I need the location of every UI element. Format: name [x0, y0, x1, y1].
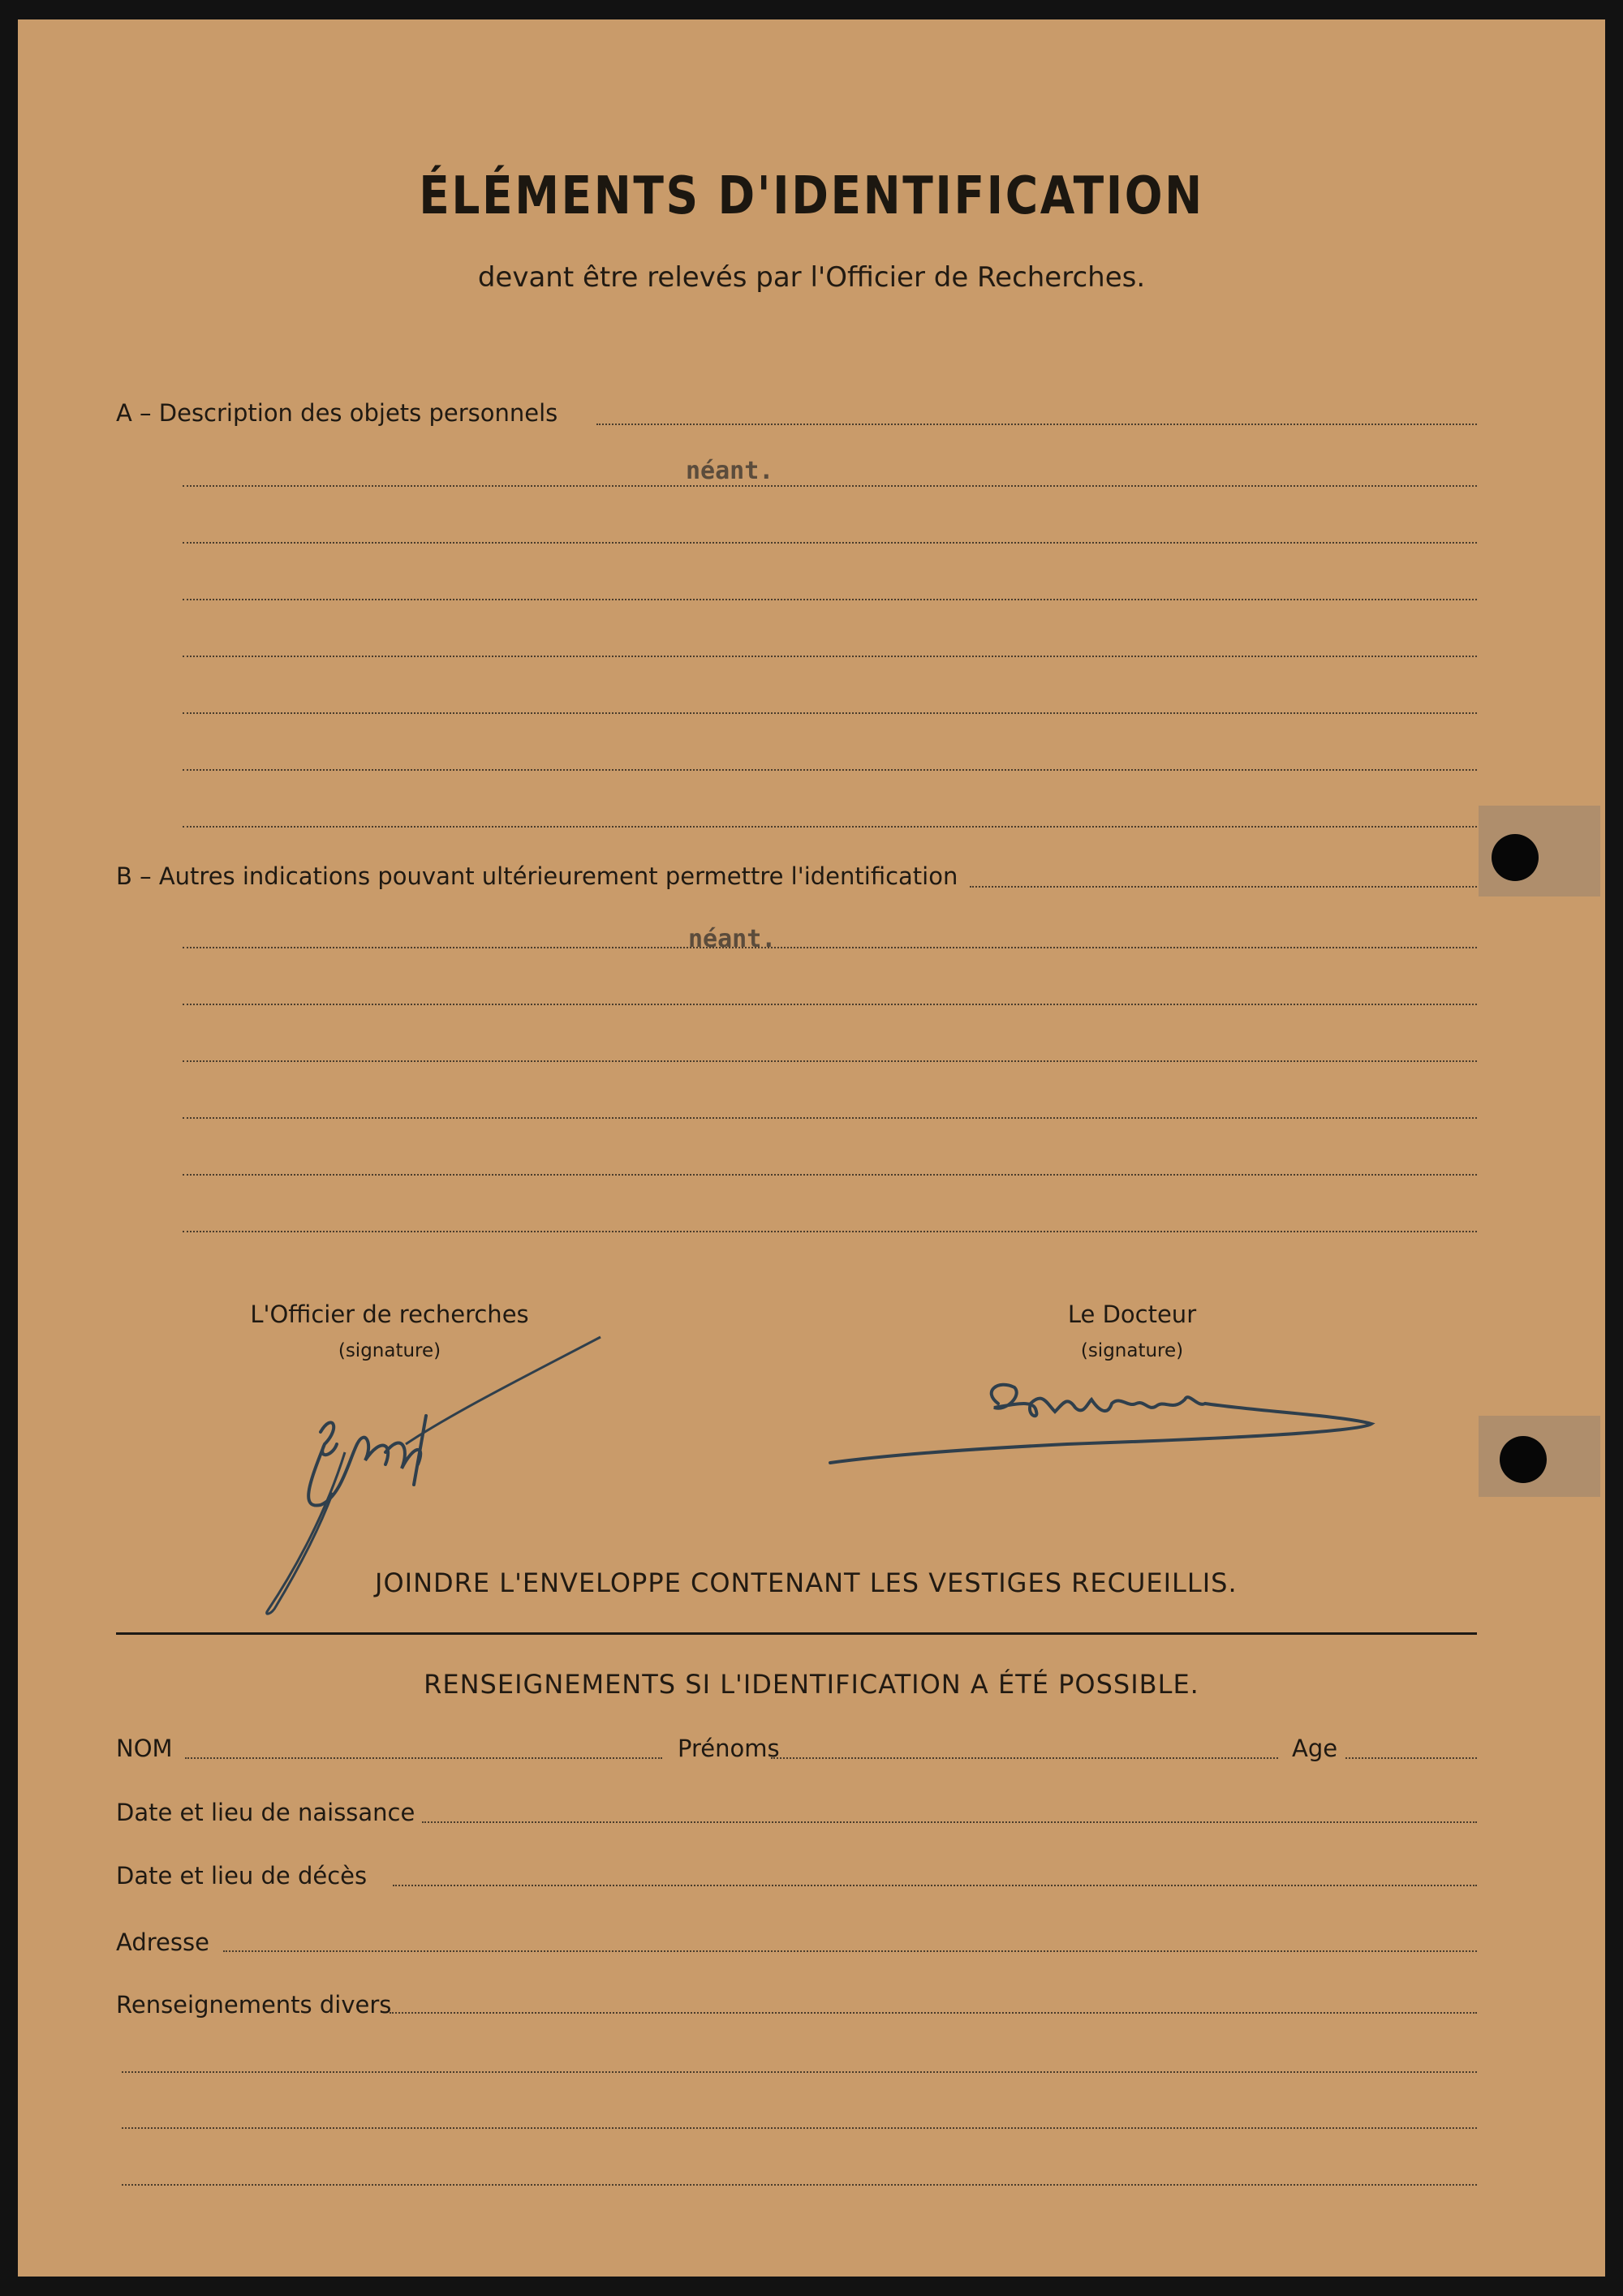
section-a-line-6: [183, 712, 1477, 714]
section-a-line-8: [183, 826, 1477, 828]
section-b-line-2: [183, 947, 1477, 948]
section-b-line-3: [183, 1004, 1477, 1005]
adresse-label: Adresse: [116, 1928, 209, 1956]
section-a-line-2: [183, 485, 1477, 487]
adresse-field[interactable]: [223, 1950, 1477, 1952]
section-b-line-5: [183, 1117, 1477, 1119]
doctor-signature-label: Le Docteur: [1067, 1301, 1197, 1328]
doctor-signature: [824, 1367, 1384, 1473]
section-a-label: A – Description des objets personnels: [116, 399, 558, 427]
divers-field-1[interactable]: [390, 2012, 1477, 2014]
section-a-line-3: [183, 542, 1477, 544]
divers-field-4[interactable]: [122, 2184, 1477, 2186]
deces-label: Date et lieu de décès: [116, 1862, 368, 1890]
enclose-note: JOINDRE L'ENVELOPPE CONTENANT LES VESTIGES RECUEILLIS.: [375, 1567, 1238, 1598]
naissance-label: Date et lieu de naissance: [116, 1799, 415, 1826]
divers-field-2[interactable]: [122, 2071, 1477, 2073]
prenoms-field[interactable]: [771, 1757, 1278, 1759]
age-field[interactable]: [1345, 1757, 1477, 1759]
section-a-line-7: [183, 769, 1477, 771]
age-label: Age: [1292, 1735, 1338, 1762]
officer-signature-label: L'Officier de recherches: [250, 1301, 529, 1328]
section-b-line-4: [183, 1060, 1477, 1062]
section-b-label: B – Autres indications pouvant ultérieurement permettre l'identification: [116, 862, 958, 890]
form-subtitle: devant être relevés par l'Officier de Recherches.: [477, 261, 1146, 294]
divers-field-3[interactable]: [122, 2127, 1477, 2129]
form-title: ÉLÉMENTS D'IDENTIFICATION: [419, 166, 1204, 226]
section-a-line-5: [183, 656, 1477, 657]
nom-field[interactable]: [185, 1757, 662, 1759]
doctor-signature-sub: (signature): [1080, 1340, 1184, 1361]
section-a-line-1: [596, 424, 1477, 425]
divers-label: Renseignements divers: [116, 1991, 392, 2019]
deces-field[interactable]: [393, 1885, 1477, 1886]
nom-label: NOM: [116, 1735, 173, 1762]
officer-signature-sub: (signature): [338, 1340, 441, 1361]
punch-hole-upper: [1492, 834, 1539, 881]
section-a-line-4: [183, 599, 1477, 600]
section-divider: [116, 1632, 1477, 1635]
section-b-line-6: [183, 1174, 1477, 1176]
section-b-line-1: [970, 886, 1477, 888]
section-b-typed-value: néant.: [688, 925, 777, 953]
prenoms-label: Prénoms: [678, 1735, 780, 1762]
naissance-field[interactable]: [422, 1821, 1477, 1823]
section-b-line-7: [183, 1231, 1477, 1232]
identification-heading: RENSEIGNEMENTS SI L'IDENTIFICATION A ÉTÉ POSSIBLE.: [424, 1669, 1199, 1700]
punch-hole-lower: [1500, 1436, 1547, 1483]
form-sheet: [18, 19, 1605, 2277]
section-a-typed-value: néant.: [686, 457, 774, 485]
